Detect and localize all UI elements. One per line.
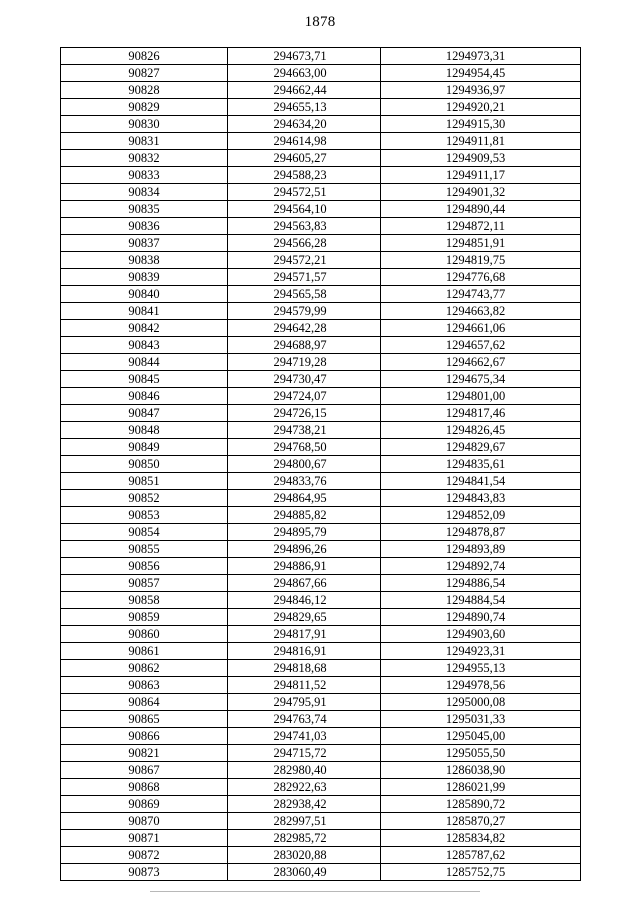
- table-row: [61, 133, 581, 150]
- table-row: [61, 558, 581, 575]
- table-row: [61, 439, 581, 456]
- table-row: [61, 65, 581, 82]
- x-coordinate-cell: 282938,42: [228, 796, 381, 813]
- table-row: [61, 422, 581, 439]
- y-coordinate-cell: 1294776,68: [381, 269, 581, 286]
- table-row: [61, 660, 581, 677]
- point-number-cell: 90873: [61, 864, 228, 881]
- table-row: [61, 609, 581, 626]
- point-number-cell: 90860: [61, 626, 228, 643]
- y-coordinate-cell: 1294923,31: [381, 643, 581, 660]
- table-row: [61, 830, 581, 847]
- coordinates-table: [60, 47, 581, 881]
- y-coordinate-cell: 1294915,30: [381, 116, 581, 133]
- table-row: [61, 252, 581, 269]
- y-coordinate-cell: 1294892,74: [381, 558, 581, 575]
- table-row: [61, 218, 581, 235]
- table-row: [61, 813, 581, 830]
- point-number-cell: 90861: [61, 643, 228, 660]
- x-coordinate-cell: 294886,91: [228, 558, 381, 575]
- point-number-cell: 90857: [61, 575, 228, 592]
- point-number-cell: 90845: [61, 371, 228, 388]
- x-coordinate-cell: 294673,71: [228, 48, 381, 65]
- y-coordinate-cell: 1294911,17: [381, 167, 581, 184]
- point-number-cell: 90828: [61, 82, 228, 99]
- point-number-cell: 90826: [61, 48, 228, 65]
- x-coordinate-cell: 294864,95: [228, 490, 381, 507]
- y-coordinate-cell: 1294884,54: [381, 592, 581, 609]
- point-number-cell: 90849: [61, 439, 228, 456]
- table-row: [61, 354, 581, 371]
- point-number-cell: 90832: [61, 150, 228, 167]
- x-coordinate-cell: 294634,20: [228, 116, 381, 133]
- x-coordinate-cell: 294817,91: [228, 626, 381, 643]
- point-number-cell: 90869: [61, 796, 228, 813]
- x-coordinate-cell: 294768,50: [228, 439, 381, 456]
- table-row: [61, 201, 581, 218]
- page-number: 1878: [304, 14, 336, 30]
- x-coordinate-cell: 294896,26: [228, 541, 381, 558]
- y-coordinate-cell: 1294663,82: [381, 303, 581, 320]
- y-coordinate-cell: 1295031,33: [381, 711, 581, 728]
- point-number-cell: 90841: [61, 303, 228, 320]
- table-row: [61, 864, 581, 881]
- x-coordinate-cell: 294572,51: [228, 184, 381, 201]
- table-row: [61, 762, 581, 779]
- point-number-cell: 90855: [61, 541, 228, 558]
- x-coordinate-cell: 294715,72: [228, 745, 381, 762]
- y-coordinate-cell: 1285834,82: [381, 830, 581, 847]
- x-coordinate-cell: 294642,28: [228, 320, 381, 337]
- x-coordinate-cell: 294730,47: [228, 371, 381, 388]
- x-coordinate-cell: 294614,98: [228, 133, 381, 150]
- point-number-cell: 90830: [61, 116, 228, 133]
- x-coordinate-cell: 294588,23: [228, 167, 381, 184]
- point-number-cell: 90827: [61, 65, 228, 82]
- x-coordinate-cell: 294605,27: [228, 150, 381, 167]
- y-coordinate-cell: 1294819,75: [381, 252, 581, 269]
- y-coordinate-cell: 1294890,74: [381, 609, 581, 626]
- x-coordinate-cell: 294818,68: [228, 660, 381, 677]
- y-coordinate-cell: 1294878,87: [381, 524, 581, 541]
- point-number-cell: 90859: [61, 609, 228, 626]
- point-number-cell: 90872: [61, 847, 228, 864]
- table-row: [61, 99, 581, 116]
- y-coordinate-cell: 1294826,45: [381, 422, 581, 439]
- table-row: [61, 677, 581, 694]
- x-coordinate-cell: 294565,58: [228, 286, 381, 303]
- y-coordinate-cell: 1294841,54: [381, 473, 581, 490]
- point-number-cell: 90862: [61, 660, 228, 677]
- table-row: [61, 745, 581, 762]
- x-coordinate-cell: 294564,10: [228, 201, 381, 218]
- point-number-cell: 90848: [61, 422, 228, 439]
- table-row: [61, 643, 581, 660]
- x-coordinate-cell: 294738,21: [228, 422, 381, 439]
- point-number-cell: 90866: [61, 728, 228, 745]
- table-row: [61, 473, 581, 490]
- table-row: [61, 320, 581, 337]
- point-number-cell: 90838: [61, 252, 228, 269]
- x-coordinate-cell: 294867,66: [228, 575, 381, 592]
- table-row: [61, 524, 581, 541]
- x-coordinate-cell: 294811,52: [228, 677, 381, 694]
- point-number-cell: 90850: [61, 456, 228, 473]
- point-number-cell: 90871: [61, 830, 228, 847]
- x-coordinate-cell: 282980,40: [228, 762, 381, 779]
- point-number-cell: 90856: [61, 558, 228, 575]
- point-number-cell: 90853: [61, 507, 228, 524]
- y-coordinate-cell: 1294662,67: [381, 354, 581, 371]
- x-coordinate-cell: 294741,03: [228, 728, 381, 745]
- point-number-cell: 90821: [61, 745, 228, 762]
- x-coordinate-cell: 294566,28: [228, 235, 381, 252]
- y-coordinate-cell: 1294893,89: [381, 541, 581, 558]
- table-row: [61, 82, 581, 99]
- x-coordinate-cell: 294719,28: [228, 354, 381, 371]
- x-coordinate-cell: 294885,82: [228, 507, 381, 524]
- x-coordinate-cell: 294571,57: [228, 269, 381, 286]
- y-coordinate-cell: 1294973,31: [381, 48, 581, 65]
- x-coordinate-cell: 294724,07: [228, 388, 381, 405]
- y-coordinate-cell: 1294886,54: [381, 575, 581, 592]
- y-coordinate-cell: 1285890,72: [381, 796, 581, 813]
- y-coordinate-cell: 1294835,61: [381, 456, 581, 473]
- x-coordinate-cell: 282922,63: [228, 779, 381, 796]
- x-coordinate-cell: 282985,72: [228, 830, 381, 847]
- table-row: [61, 490, 581, 507]
- table-row: [61, 167, 581, 184]
- table-row: [61, 405, 581, 422]
- point-number-cell: 90865: [61, 711, 228, 728]
- y-coordinate-cell: 1286021,99: [381, 779, 581, 796]
- table-row: [61, 575, 581, 592]
- y-coordinate-cell: 1286038,90: [381, 762, 581, 779]
- x-coordinate-cell: 294829,65: [228, 609, 381, 626]
- x-coordinate-cell: 294846,12: [228, 592, 381, 609]
- point-number-cell: 90835: [61, 201, 228, 218]
- point-number-cell: 90864: [61, 694, 228, 711]
- point-number-cell: 90839: [61, 269, 228, 286]
- table-row: [61, 269, 581, 286]
- point-number-cell: 90851: [61, 473, 228, 490]
- point-number-cell: 90840: [61, 286, 228, 303]
- table-row: [61, 694, 581, 711]
- y-coordinate-cell: 1294817,46: [381, 405, 581, 422]
- y-coordinate-cell: 1294978,56: [381, 677, 581, 694]
- x-coordinate-cell: 294663,00: [228, 65, 381, 82]
- y-coordinate-cell: 1294843,83: [381, 490, 581, 507]
- point-number-cell: 90854: [61, 524, 228, 541]
- x-coordinate-cell: 294688,97: [228, 337, 381, 354]
- coordinates-table-body: [61, 48, 581, 881]
- x-coordinate-cell: 294763,74: [228, 711, 381, 728]
- point-number-cell: 90831: [61, 133, 228, 150]
- point-number-cell: 90868: [61, 779, 228, 796]
- table-row: [61, 456, 581, 473]
- point-number-cell: 90833: [61, 167, 228, 184]
- table-row: [61, 116, 581, 133]
- y-coordinate-cell: 1294909,53: [381, 150, 581, 167]
- y-coordinate-cell: 1294911,81: [381, 133, 581, 150]
- y-coordinate-cell: 1285752,75: [381, 864, 581, 881]
- y-coordinate-cell: 1294890,44: [381, 201, 581, 218]
- table-row: [61, 337, 581, 354]
- table-row: [61, 371, 581, 388]
- x-coordinate-cell: 294795,91: [228, 694, 381, 711]
- point-number-cell: 90852: [61, 490, 228, 507]
- x-coordinate-cell: 294833,76: [228, 473, 381, 490]
- point-number-cell: 90847: [61, 405, 228, 422]
- point-number-cell: 90863: [61, 677, 228, 694]
- y-coordinate-cell: 1295055,50: [381, 745, 581, 762]
- table-row: [61, 303, 581, 320]
- x-coordinate-cell: 294726,15: [228, 405, 381, 422]
- y-coordinate-cell: 1295045,00: [381, 728, 581, 745]
- y-coordinate-cell: 1294955,13: [381, 660, 581, 677]
- y-coordinate-cell: 1294657,62: [381, 337, 581, 354]
- y-coordinate-cell: 1294743,77: [381, 286, 581, 303]
- table-row: [61, 184, 581, 201]
- x-coordinate-cell: 283020,88: [228, 847, 381, 864]
- table-row: [61, 541, 581, 558]
- table-row: [61, 388, 581, 405]
- y-coordinate-cell: 1294936,97: [381, 82, 581, 99]
- y-coordinate-cell: 1294872,11: [381, 218, 581, 235]
- y-coordinate-cell: 1294901,32: [381, 184, 581, 201]
- y-coordinate-cell: 1294903,60: [381, 626, 581, 643]
- point-number-cell: 90858: [61, 592, 228, 609]
- table-row: [61, 48, 581, 65]
- y-coordinate-cell: 1285870,27: [381, 813, 581, 830]
- table-row: [61, 796, 581, 813]
- point-number-cell: 90870: [61, 813, 228, 830]
- x-coordinate-cell: 294572,21: [228, 252, 381, 269]
- x-coordinate-cell: 294579,99: [228, 303, 381, 320]
- point-number-cell: 90834: [61, 184, 228, 201]
- y-coordinate-cell: 1294661,06: [381, 320, 581, 337]
- point-number-cell: 90836: [61, 218, 228, 235]
- x-coordinate-cell: 283060,49: [228, 864, 381, 881]
- scan-artifact-line: [150, 891, 480, 892]
- y-coordinate-cell: 1294851,91: [381, 235, 581, 252]
- y-coordinate-cell: 1294954,45: [381, 65, 581, 82]
- table-row: [61, 507, 581, 524]
- point-number-cell: 90867: [61, 762, 228, 779]
- table-row: [61, 150, 581, 167]
- table-row: [61, 847, 581, 864]
- table-row: [61, 626, 581, 643]
- point-number-cell: 90843: [61, 337, 228, 354]
- table-row: [61, 779, 581, 796]
- x-coordinate-cell: 294816,91: [228, 643, 381, 660]
- point-number-cell: 90842: [61, 320, 228, 337]
- y-coordinate-cell: 1294920,21: [381, 99, 581, 116]
- y-coordinate-cell: 1285787,62: [381, 847, 581, 864]
- point-number-cell: 90829: [61, 99, 228, 116]
- table-row: [61, 286, 581, 303]
- x-coordinate-cell: 294895,79: [228, 524, 381, 541]
- x-coordinate-cell: 294655,13: [228, 99, 381, 116]
- y-coordinate-cell: 1295000,08: [381, 694, 581, 711]
- table-row: [61, 592, 581, 609]
- y-coordinate-cell: 1294829,67: [381, 439, 581, 456]
- x-coordinate-cell: 294800,67: [228, 456, 381, 473]
- x-coordinate-cell: 294662,44: [228, 82, 381, 99]
- y-coordinate-cell: 1294852,09: [381, 507, 581, 524]
- y-coordinate-cell: 1294801,00: [381, 388, 581, 405]
- table-row: [61, 728, 581, 745]
- y-coordinate-cell: 1294675,34: [381, 371, 581, 388]
- table-row: [61, 235, 581, 252]
- x-coordinate-cell: 282997,51: [228, 813, 381, 830]
- point-number-cell: 90844: [61, 354, 228, 371]
- x-coordinate-cell: 294563,83: [228, 218, 381, 235]
- point-number-cell: 90837: [61, 235, 228, 252]
- table-row: [61, 711, 581, 728]
- point-number-cell: 90846: [61, 388, 228, 405]
